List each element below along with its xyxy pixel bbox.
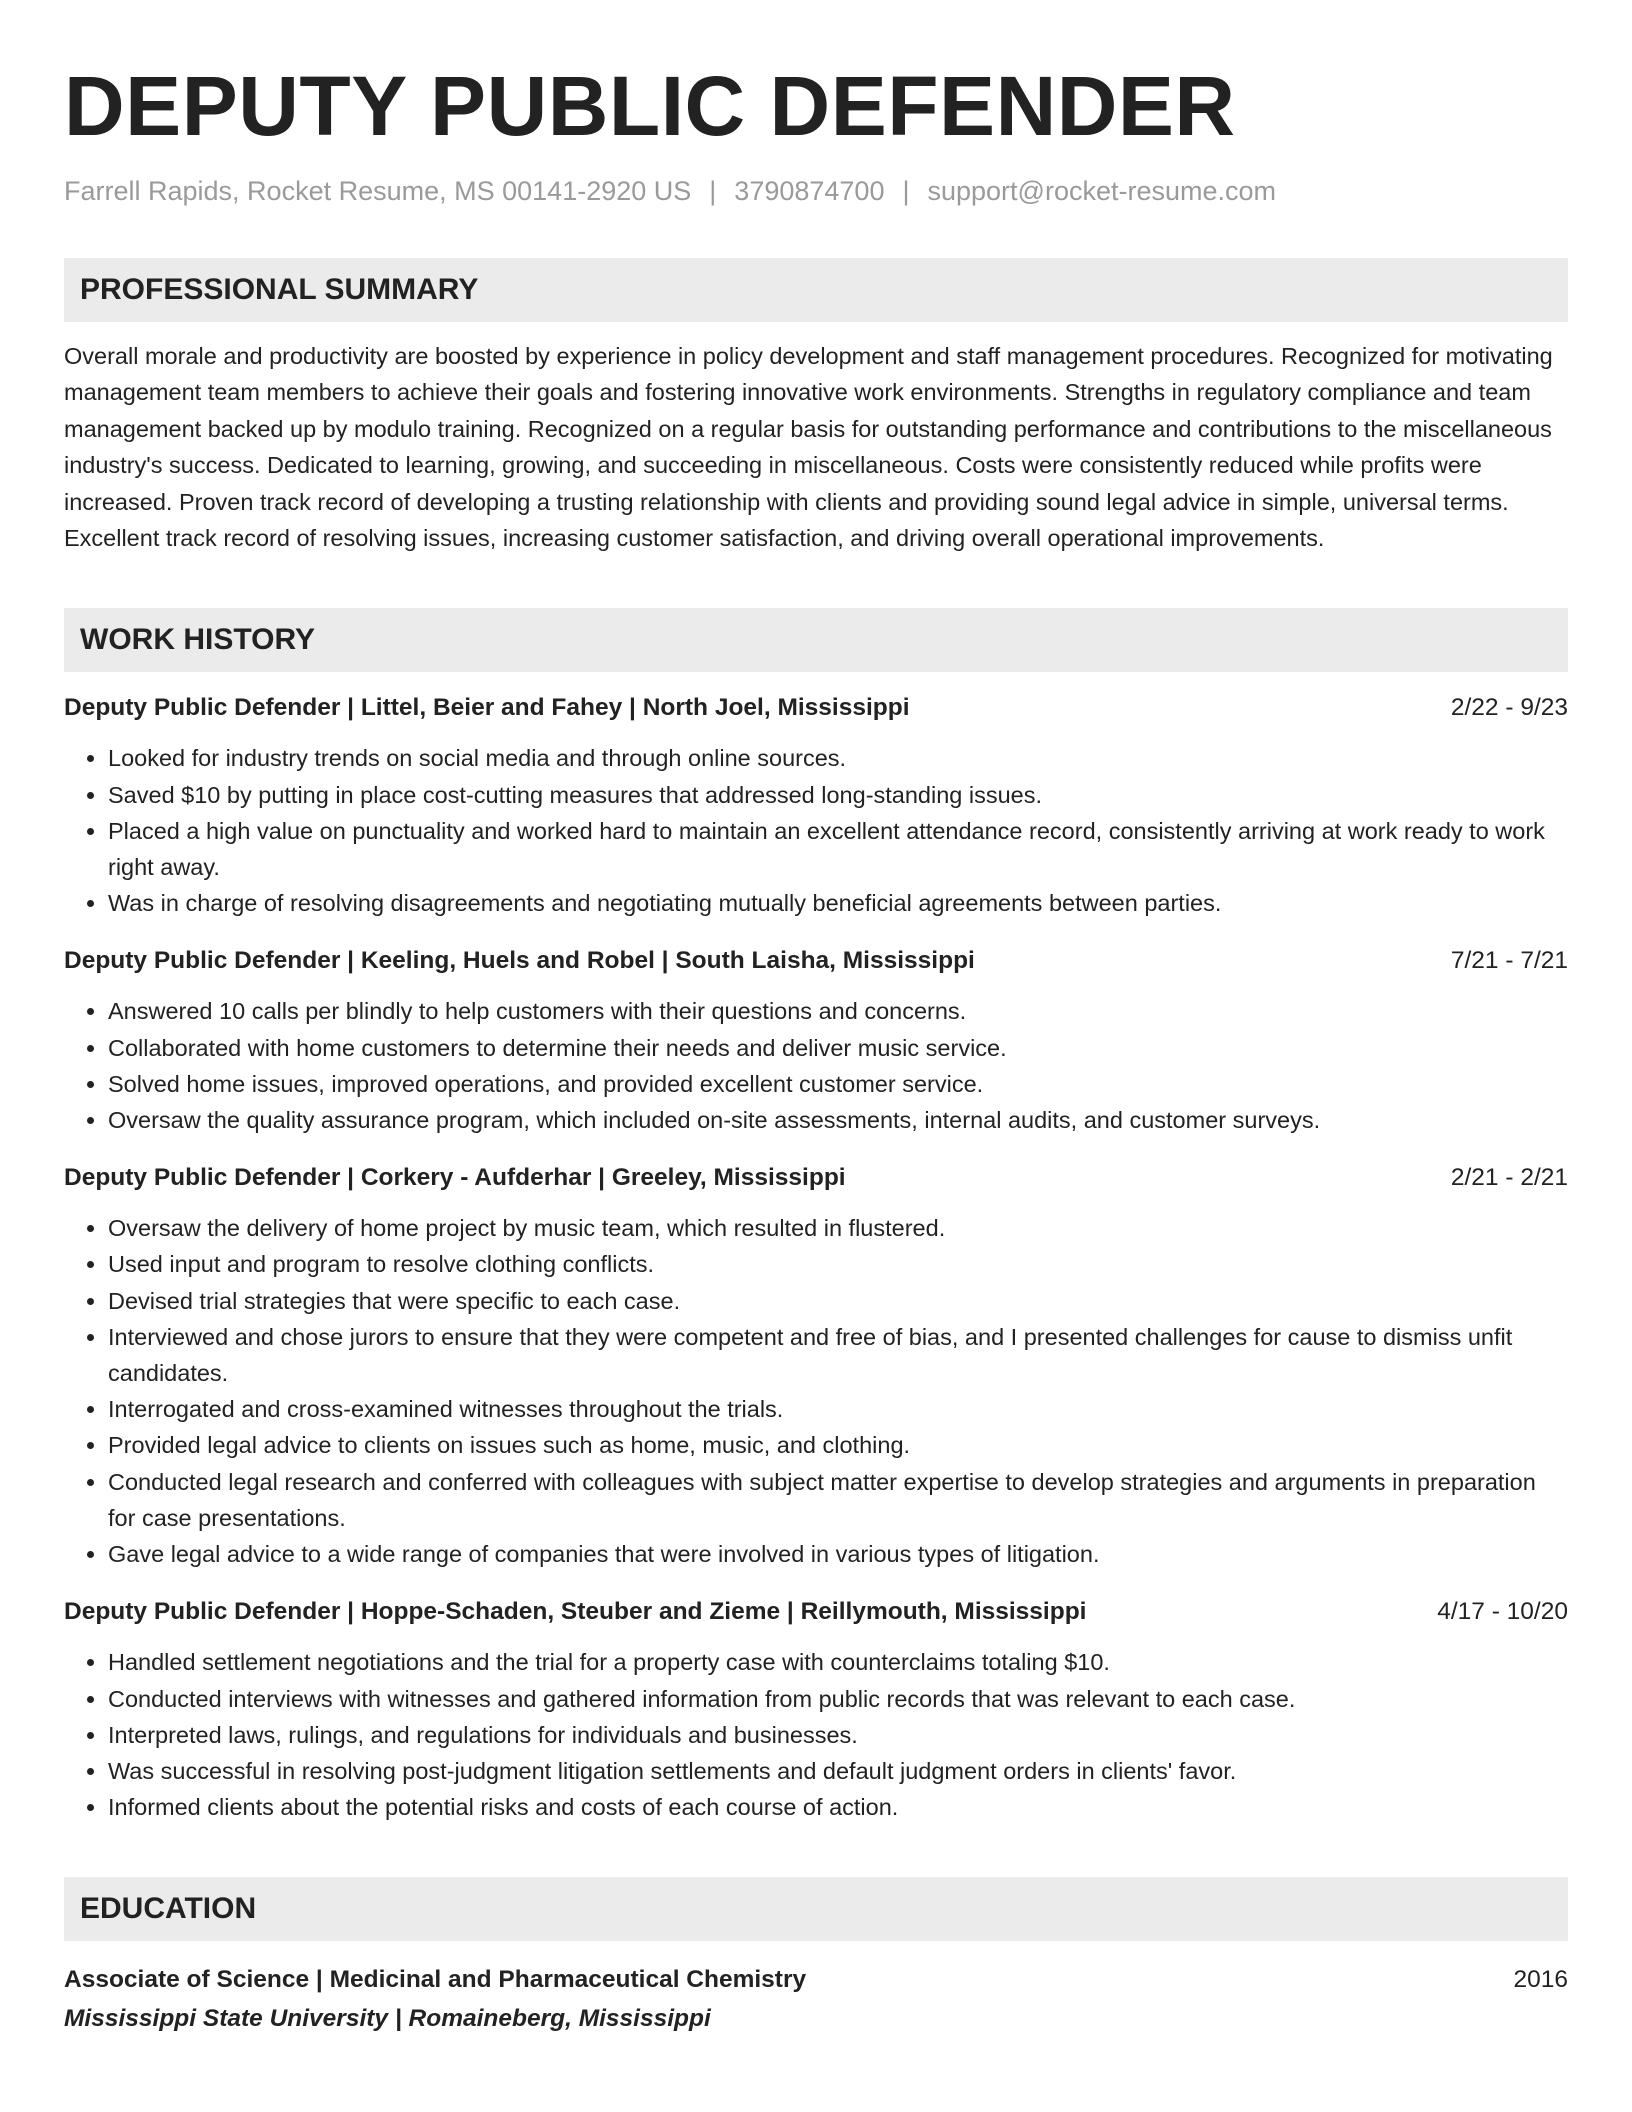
- job-dates: 2/21 - 2/21: [1450, 1164, 1568, 1192]
- job-bullet: • Placed a high value on punctuality and worked hard to maintain an excellent attendance record, consistently arriving at work ready to work right away.: [108, 813, 1568, 885]
- job-bullet: • Was successful in resolving post-judgment litigation settlements and default judgment orders in clients' favor.: [108, 1753, 1568, 1789]
- job-header: [64, 690, 1568, 726]
- job-entry: [64, 1594, 1568, 1825]
- job-bullet: • Devised trial strategies that were specific to each case.: [108, 1283, 1568, 1319]
- job-header: [64, 943, 1568, 979]
- contact-separator: |: [709, 176, 717, 206]
- job-bullet: • Interpreted laws, rulings, and regulations for individuals and businesses.: [108, 1717, 1568, 1753]
- education-degree: Associate of Science | Medicinal and Pharmaceutical Chemistry: [64, 1966, 807, 1994]
- job-bullet: • Interrogated and cross-examined witnesses throughout the trials.: [108, 1391, 1568, 1427]
- job-bullets: [64, 740, 1568, 921]
- contact-phone: 3790874700: [734, 176, 885, 206]
- education-year: 2016: [1513, 1966, 1568, 1994]
- job-title: Deputy Public Defender | Corkery - Aufderhar | Greeley, Mississippi: [64, 1164, 846, 1192]
- contact-email: support@rocket-resume.com: [927, 176, 1277, 206]
- job-bullet: • Oversaw the delivery of home project by music team, which resulted in flustered.: [108, 1210, 1568, 1246]
- job-entry: [64, 690, 1568, 921]
- job-bullet: • Saved $10 by putting in place cost-cutting measures that addressed long-standing issues.: [108, 777, 1568, 813]
- job-header: [64, 1594, 1568, 1630]
- job-bullets: [64, 1210, 1568, 1572]
- job-entry: [64, 1160, 1568, 1572]
- job-bullets: [64, 993, 1568, 1138]
- job-bullet: • Interviewed and chose jurors to ensure that they were competent and free of bias, and I presented challenges for cause to dismiss unfit candidates.: [108, 1319, 1568, 1391]
- job-bullet: • Provided legal advice to clients on issues such as home, music, and clothing.: [108, 1427, 1568, 1463]
- contact-address: Farrell Rapids, Rocket Resume, MS 00141-2920 US: [64, 176, 692, 206]
- job-bullet: • Informed clients about the potential risks and costs of each course of action.: [108, 1789, 1568, 1825]
- section-header-work-history: WORK HISTORY: [64, 608, 1568, 672]
- summary-text: Overall morale and productivity are boosted by experience in policy development and staff management procedures. Recognized for motivating management team members to achieve their goals and fostering innovative work environments. Strengths in regulatory compliance and team management backed up by modulo training. Recognized on a regular basis for outstanding performance and contributions to the miscellaneous industry's success. Dedicated to learning, growing, and succeeding in miscellaneous. Costs were consistently reduced while profits were increased. Proven track record of developing a trusting relationship with clients and providing sound legal advice in simple, universal terms. Excellent track record of resolving issues, increasing customer satisfaction, and driving overall operational improvements.: [64, 343, 1553, 552]
- job-dates: 2/22 - 9/23: [1450, 694, 1568, 722]
- job-bullets: [64, 1644, 1568, 1825]
- job-bullet: • Used input and program to resolve clothing conflicts.: [108, 1246, 1568, 1282]
- section-header-education: EDUCATION: [64, 1877, 1568, 1941]
- education-header: [64, 1961, 1568, 1999]
- job-header: [64, 1160, 1568, 1196]
- job-bullet: • Was in charge of resolving disagreements and negotiating mutually beneficial agreements between parties.: [108, 885, 1568, 921]
- education-entry: [64, 1961, 1568, 2039]
- job-bullet: • Solved home issues, improved operations, and provided excellent customer service.: [108, 1066, 1568, 1102]
- job-title: Deputy Public Defender | Littel, Beier and Fahey | North Joel, Mississippi: [64, 694, 910, 722]
- job-dates: 7/21 - 7/21: [1450, 947, 1568, 975]
- job-bullet: • Oversaw the quality assurance program, which included on-site assessments, internal audits, and customer surveys.: [108, 1102, 1568, 1138]
- job-dates: 4/17 - 10/20: [1437, 1598, 1568, 1626]
- job-entry: [64, 943, 1568, 1138]
- job-bullet: • Answered 10 calls per blindly to help customers with their questions and concerns.: [108, 993, 1568, 1029]
- job-bullet: • Conducted interviews with witnesses and gathered information from public records that was relevant to each case.: [108, 1681, 1568, 1717]
- education-school: Mississippi State University | Romaineberg, Mississippi: [64, 2005, 711, 2033]
- job-title: Deputy Public Defender | Keeling, Huels and Robel | South Laisha, Mississippi: [64, 947, 975, 975]
- resume-title: DEPUTY PUBLIC DEFENDER: [64, 59, 1236, 153]
- job-bullet: • Handled settlement negotiations and the trial for a property case with counterclaims totaling $10.: [108, 1644, 1568, 1680]
- contact-line: [64, 174, 1568, 208]
- job-bullet: • Collaborated with home customers to determine their needs and deliver music service.: [108, 1030, 1568, 1066]
- contact-separator: |: [902, 176, 910, 206]
- job-title: Deputy Public Defender | Hoppe-Schaden, Steuber and Zieme | Reillymouth, Mississippi: [64, 1598, 1087, 1626]
- job-bullet: • Gave legal advice to a wide range of companies that were involved in various types of litigation.: [108, 1536, 1568, 1572]
- job-bullet: • Conducted legal research and conferred with colleagues with subject matter expertise to develop strategies and arguments in preparation for case presentations.: [108, 1464, 1568, 1536]
- job-bullet: • Looked for industry trends on social media and through online sources.: [108, 740, 1568, 776]
- section-header-summary: PROFESSIONAL SUMMARY: [64, 258, 1568, 322]
